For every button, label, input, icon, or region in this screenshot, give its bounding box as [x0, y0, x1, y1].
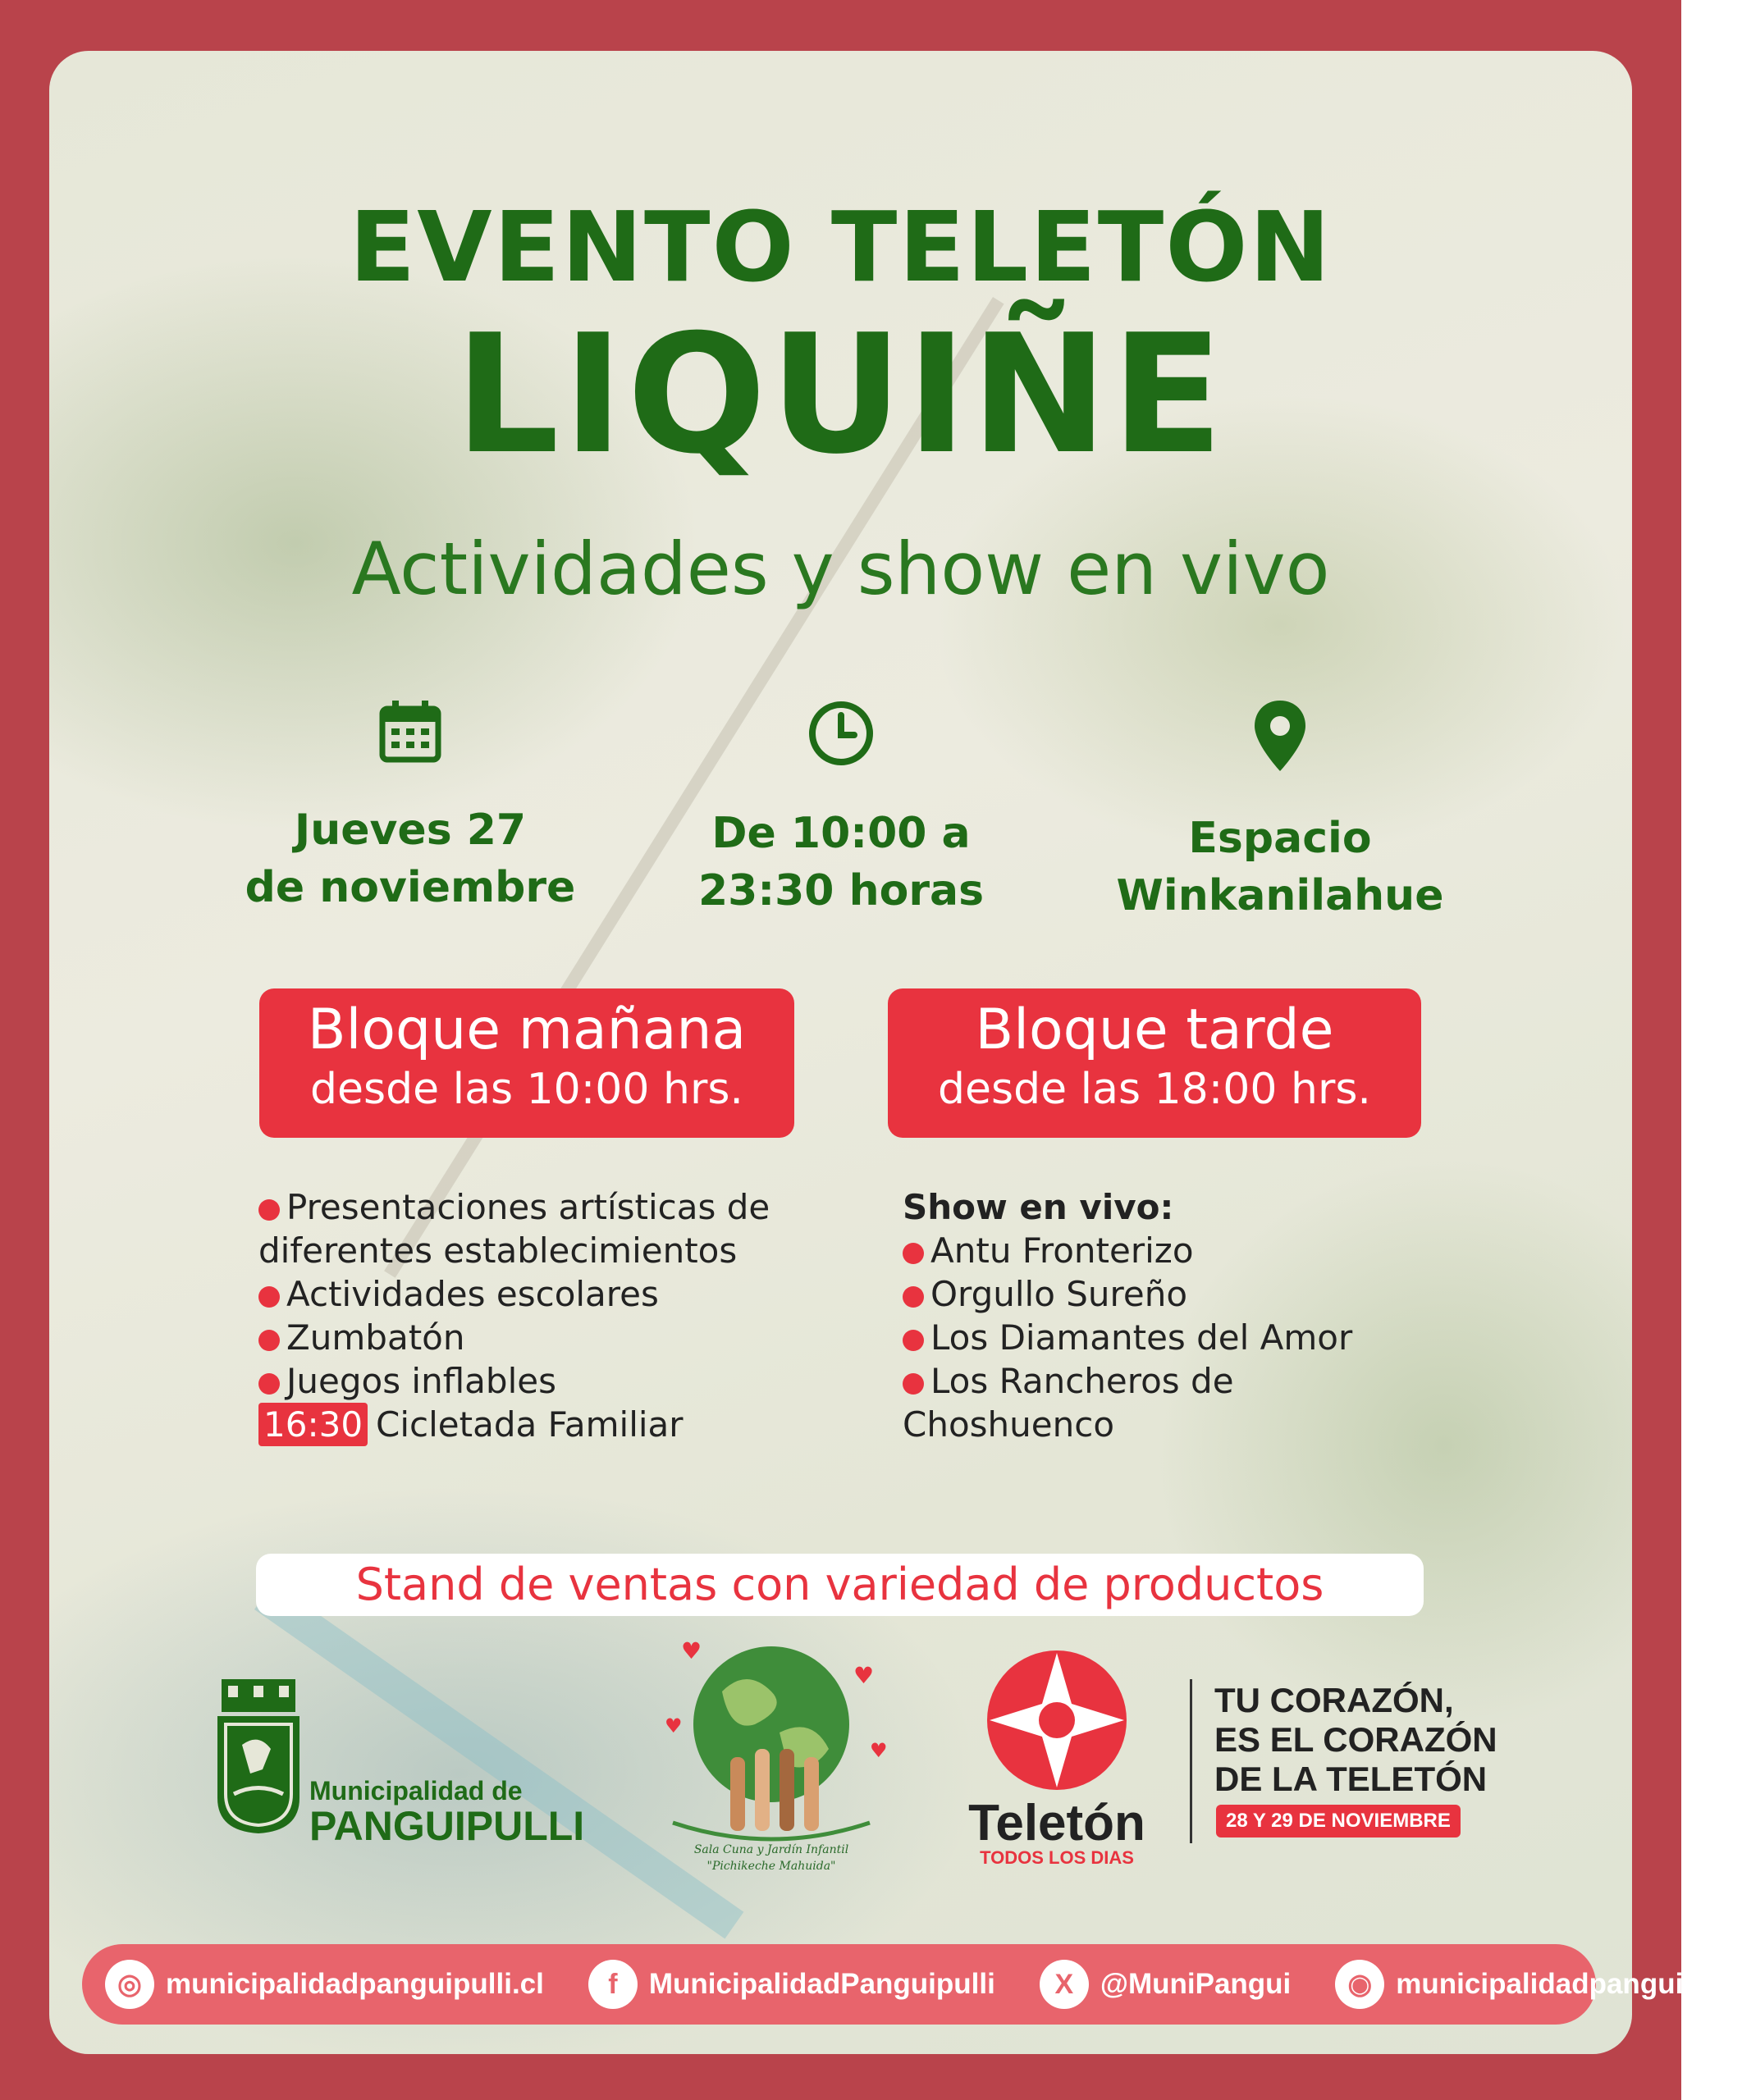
teleton-cross-icon [983, 1646, 1131, 1794]
bullet-dot [258, 1199, 280, 1221]
svg-text:♥: ♥ [853, 1662, 875, 1689]
location-line-2: Winkanilahue [1116, 871, 1444, 921]
time-line-1: De 10:00 a [711, 809, 971, 858]
date-line-1: Jueves 27 [294, 806, 527, 855]
afternoon-block-time: desde las 18:00 hrs. [938, 1064, 1371, 1114]
list-item: diferentes establecimientos [258, 1230, 738, 1271]
list-item: Los Diamantes del Amor [903, 1316, 1477, 1359]
calendar-icon [377, 699, 443, 765]
shield-crest-icon [213, 1679, 304, 1835]
logo-divider [1190, 1679, 1192, 1843]
website-link[interactable]: ◎ municipalidadpanguipulli.cl [105, 1960, 544, 2009]
date-line-2: de noviembre [245, 863, 576, 913]
bullet-dot [258, 1373, 280, 1395]
svg-text:♥: ♥ [681, 1637, 702, 1664]
afternoon-shows-list [903, 1185, 1477, 1446]
time-line-2: 23:30 horas [697, 866, 985, 916]
bullet-dot [903, 1330, 924, 1351]
teleton-tagline: TODOS LOS DIAS [980, 1847, 1134, 1868]
teleton-dates-badge: 28 Y 29 DE NOVIEMBRE [1216, 1805, 1461, 1838]
instagram-icon: ◉ [1335, 1960, 1384, 2009]
slogan-line3: DE LA TELETÓN [1214, 1760, 1488, 1798]
date-info [197, 699, 624, 916]
morning-activities-list [258, 1185, 849, 1446]
list-item: Zumbatón [258, 1316, 849, 1359]
morning-block-badge [259, 988, 794, 1138]
bullet-dot [258, 1330, 280, 1351]
bullet-dot [903, 1373, 924, 1395]
list-item: Juegos inflables [258, 1359, 849, 1403]
location-pin-icon [1251, 699, 1309, 773]
list-item: 16:30 Cicletada Familiar [258, 1403, 849, 1446]
bullet-dot [258, 1286, 280, 1308]
facebook-link[interactable]: f MunicipalidadPanguipulli [588, 1960, 995, 2009]
sala-cuna-line2: "Pichikeche Mahuida" [706, 1860, 836, 1873]
slogan-line2: ES EL CORAZÓN [1214, 1720, 1497, 1759]
stand-banner: Stand de ventas con variedad de productos [256, 1554, 1424, 1616]
sala-cuna-line1: Sala Cuna y Jardín Infantil [693, 1843, 849, 1856]
x-icon: X [1040, 1960, 1089, 2009]
sala-cuna-logo [632, 1634, 911, 1880]
social-footer [82, 1944, 1742, 2025]
afternoon-block-badge [888, 988, 1421, 1138]
instagram-link[interactable]: ◉ municipalidadpanguipulli [1335, 1960, 1742, 2009]
globe-icon: ◎ [105, 1960, 154, 2009]
x-link[interactable]: X @MuniPangui [1040, 1960, 1291, 2009]
location-line-1: Espacio [1188, 814, 1372, 863]
bullet-dot [903, 1286, 924, 1308]
list-item: Actividades escolares [258, 1272, 849, 1316]
earth-hands-icon [632, 1634, 911, 1847]
svg-text:♥: ♥ [665, 1714, 683, 1737]
clock-icon [807, 699, 876, 768]
muni-name-line1: Municipalidad de [309, 1776, 523, 1806]
teleton-logo [944, 1646, 1551, 1868]
subtitle: Actividades y show en vivo [351, 527, 1330, 611]
time-info [628, 699, 1054, 920]
facebook-icon: f [588, 1960, 638, 2009]
teleton-name: Teletón [968, 1795, 1145, 1851]
list-item: Antu Fronterizo [903, 1229, 1477, 1272]
list-item: Orgullo Sureño [903, 1272, 1477, 1316]
location-info [1067, 699, 1493, 924]
title-line-2: LIQUIÑE [455, 299, 1227, 491]
slogan-line1: TU CORAZÓN, [1214, 1681, 1454, 1719]
bullet-dot [903, 1243, 924, 1264]
time-badge: 16:30 [258, 1403, 368, 1446]
list-item: Los Rancheros de [903, 1359, 1477, 1403]
show-header: Show en vivo: [903, 1187, 1174, 1227]
muni-name-line2: PANGUIPULLI [309, 1803, 585, 1849]
morning-block-time: desde las 10:00 hrs. [310, 1064, 743, 1114]
svg-text:♥: ♥ [870, 1739, 888, 1762]
title-line-1: EVENTO TELETÓN [349, 190, 1333, 304]
poster-panel [49, 51, 1742, 2054]
municipality-logo [213, 1679, 624, 1849]
morning-block-title: Bloque mañana [307, 998, 747, 1062]
list-item: Presentaciones artísticas de [258, 1185, 849, 1229]
afternoon-block-title: Bloque tarde [975, 998, 1334, 1062]
list-item: Choshuenco [903, 1404, 1115, 1445]
